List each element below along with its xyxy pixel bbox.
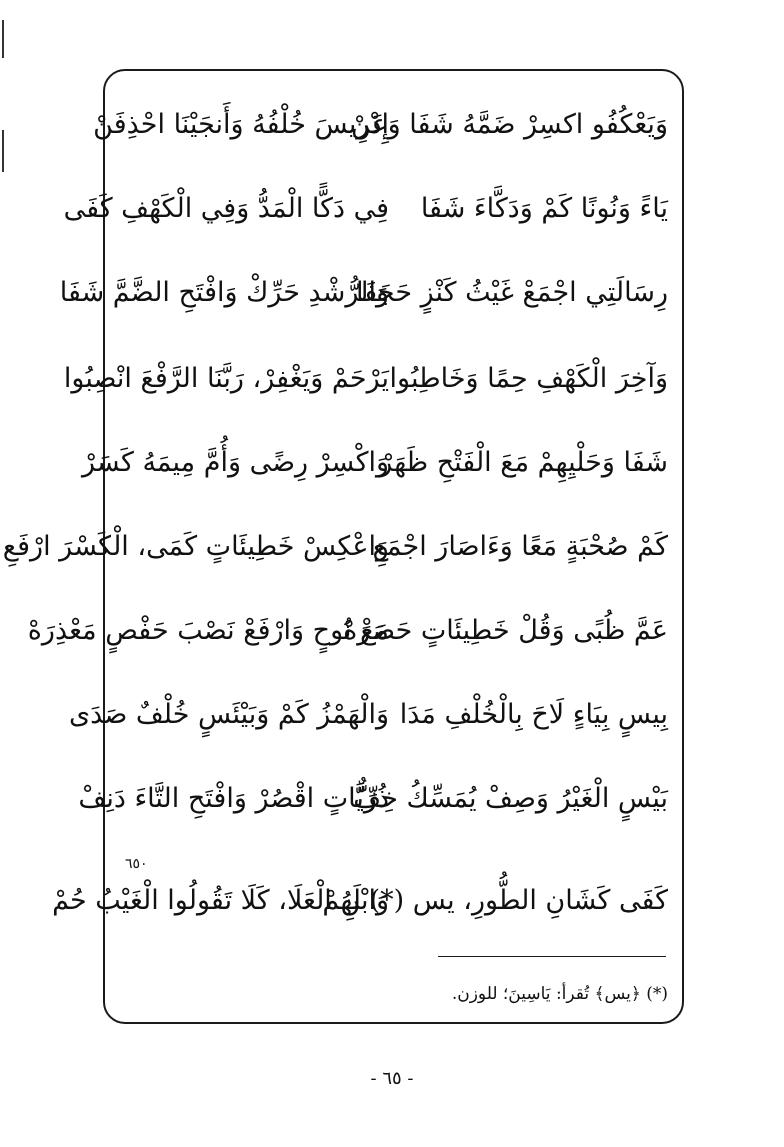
verse-row — [82, 433, 668, 493]
verse-second-hemistich: إِدْرِيسَ خُلْفُهُ وَأَنجَيْنَا احْذِفَنْ — [93, 109, 389, 141]
margin-verse-number: ٦٥٠ — [125, 856, 148, 872]
verse-second-hemistich: وَالْهَمْزُ كَمْ وَبَيْئَسٍ خُلْفٌ صَدَى — [69, 699, 389, 731]
verse-first-hemistich: كَمْ صُحْبَةٍ مَعًا وَءَاصَارَ اجْمَعِ — [372, 531, 668, 563]
verse-first-hemistich: رِسَالَتِي اجْمَعْ غَيْثُ كَنْزٍ حَجَفَا — [356, 277, 668, 309]
verse-first-hemistich: بِيسٍ بِيَاءٍ لَاحَ بِالْخُلْفِ مَدَا — [399, 699, 668, 731]
verse-row — [69, 685, 668, 745]
verse-first-hemistich: بَيْسٍ الْغَيْرُ وَصِفْ يُمَسِّكُ خِفٌّ — [353, 783, 668, 815]
verse-row — [93, 95, 668, 155]
page-frame — [2, 69, 684, 1024]
verse-second-hemistich: ذُرِّيَّاتٍ اقْصُرْ وَافْتَحِ التَّاءَ دَنِفْ — [78, 783, 389, 815]
footnote-divider — [438, 956, 666, 957]
verse-row — [78, 769, 668, 829]
scan-edge-mark — [2, 130, 4, 172]
verse-second-hemistich: وَابْنِ الْعَلَا، كَلَا تَقُولُوا الْغَيْبُ حُمْ — [52, 885, 389, 917]
verse-first-hemistich: كَفَى كَشَانِ الطُّورِ، يس (*) لَهُمْ — [322, 885, 668, 917]
verse-row — [59, 263, 668, 323]
verse-row — [52, 871, 668, 931]
verse-first-hemistich: وَآخِرَ الْكَهْفِ حِمًا وَخَاطِبُوا — [389, 363, 668, 395]
footnote: (*) ﴿يس﴾ تُقرأ: يَاسِينَ؛ للوزن. — [451, 984, 668, 1004]
verse-second-hemistich: مَعْ نُوحٍ وَارْفَعْ نَصْبَ حَفْصٍ مَعْذِرَهْ — [27, 615, 389, 647]
page-number: - ٦٥ - — [370, 1068, 414, 1089]
scan-edge-mark — [2, 20, 4, 58]
verse-second-hemistich: يَرْحَمْ وَيَغْفِرْ، رَبَّنَا الرَّفْعَ انْصِبُوا — [63, 363, 389, 395]
verse-first-hemistich: يَاءً وَنُونًا كَمْ وَدَكَّاءَ شَفَا — [420, 193, 668, 225]
verse-row — [63, 349, 668, 409]
verse-first-hemistich: وَيَعْكُفُو اكسِرْ ضَمَّهُ شَفَا وَعَنْ — [351, 109, 668, 141]
verse-row — [2, 517, 668, 577]
verse-first-hemistich: شَفَا وَحَلْيِهِمْ مَعَ الْفَتْحِ ظَهَرْ — [379, 447, 668, 479]
verse-second-hemistich: وَاكْسِرْ رِضًى وَأُمَّ مِيمَهُ كَسَرْ — [82, 447, 389, 479]
verse-second-hemistich: فِي دَكًّا الْمَدُّ وَفِي الْكَهْفِ كَفَى — [63, 193, 389, 225]
verse-second-hemistich: وَالرُّشْدِ حَرِّكْ وَافْتَحِ الضَّمَّ شَفَا — [59, 277, 389, 309]
verse-first-hemistich: عَمَّ ظُبًى وَقُلْ خَطِيئَاتٍ حَصَرَهْ — [343, 615, 668, 647]
verse-row — [27, 601, 668, 661]
verse-second-hemistich: وَاعْكِسْ خَطِيئَاتٍ كَمَى، الْكَسْرَ ارْفَعِ — [2, 531, 389, 563]
verse-row — [63, 179, 668, 239]
